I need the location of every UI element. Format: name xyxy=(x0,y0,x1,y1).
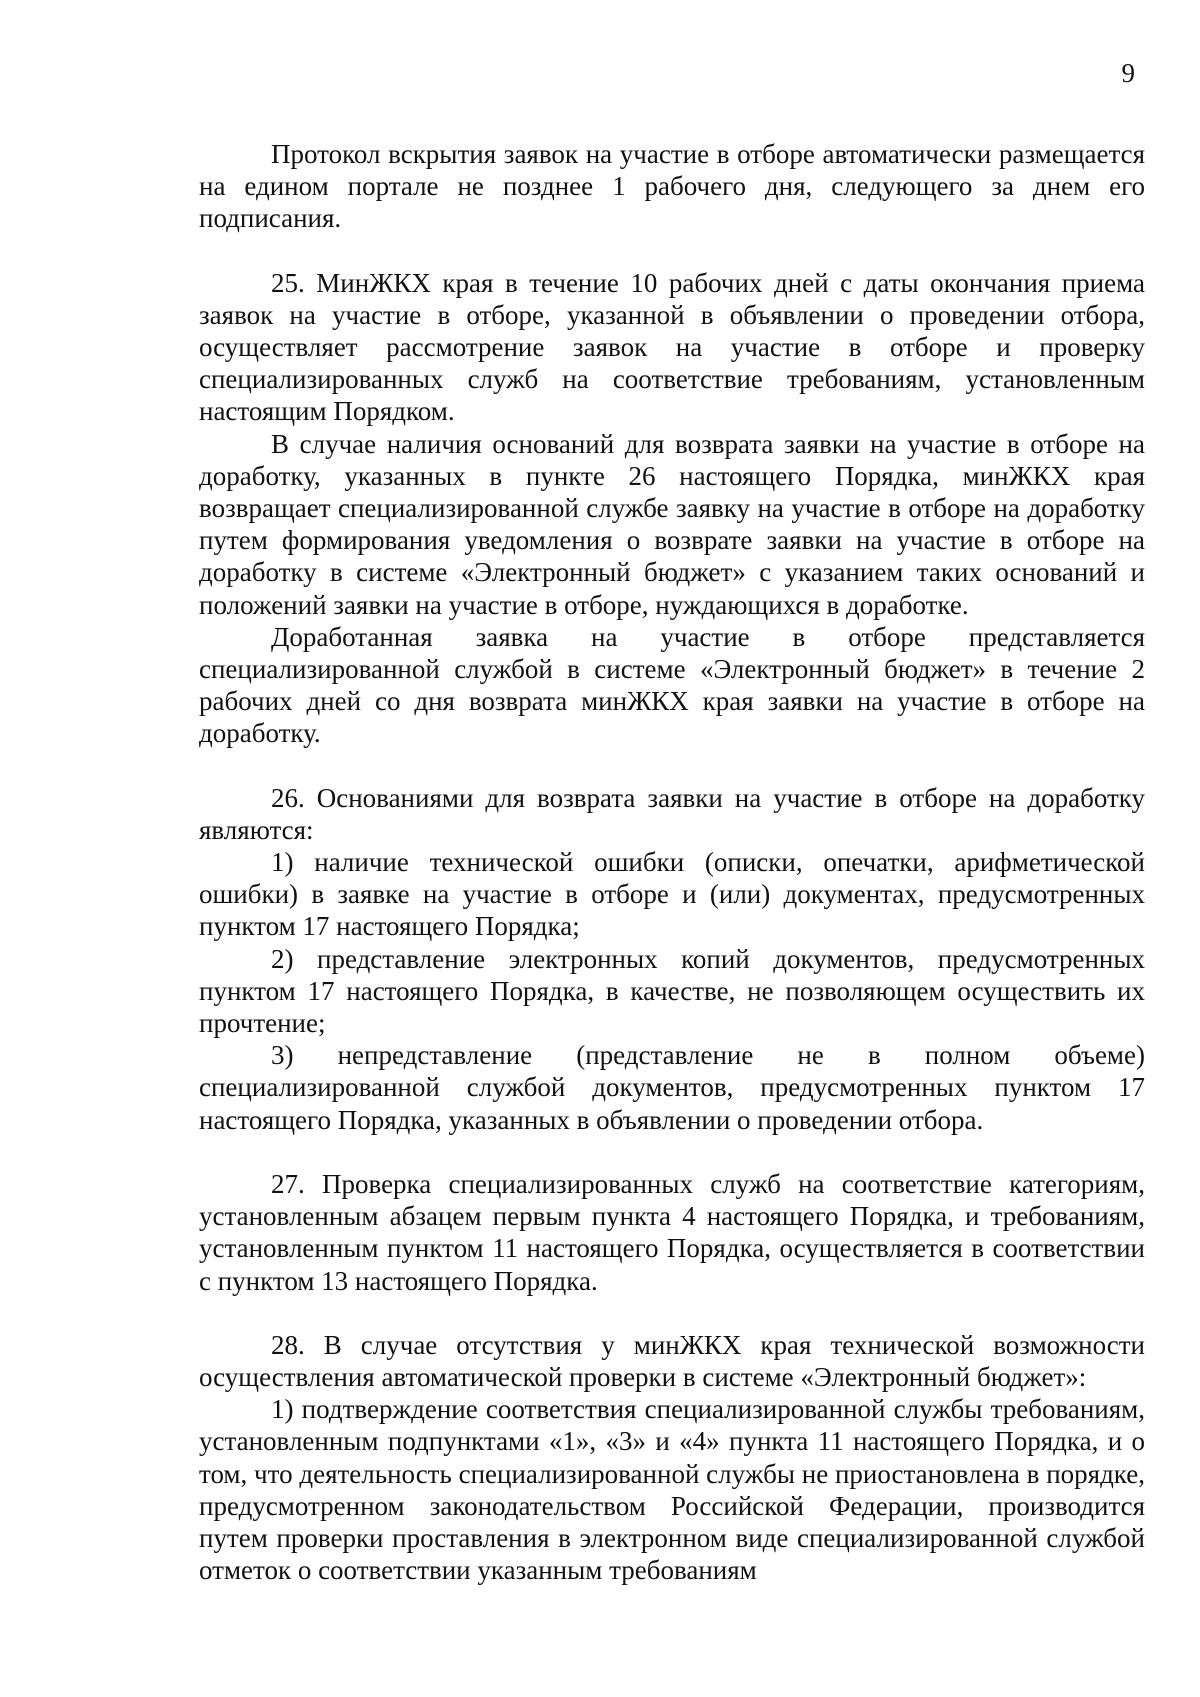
paragraph-item-26: 26. Основаниями для возврата заявки на участие в отборе на доработку являются: xyxy=(199,782,1145,845)
paragraph-item-26-2: 2) представление электронных копий документов, предусмотренных пунктом 17 настоящего Порядка, в качестве, не позволяющем осуществить их прочтение; xyxy=(199,943,1145,1039)
paragraph-item-25: 25. МинЖКХ края в течение 10 рабочих дней с даты окончания приема заявок на участие в отборе, указанной в объявлении о проведении отбора, осуществляет рассмотрение заявок на участие в отборе и проверку специализированных служб на соответствие требованиям, установленным настоящим Порядком. xyxy=(199,267,1145,427)
document-body xyxy=(199,138,1145,1586)
paragraph-item-25-revised: Доработанная заявка на участие в отборе представляется специализированной службой в системе «Электронный бюджет» в течение 2 рабочих дней со дня возврата минЖКХ края заявки на участие в отборе на доработку. xyxy=(199,621,1145,749)
paragraph-item-28: 28. В случае отсутствия у минЖКХ края технической возможности осуществления автоматической проверки в системе «Электронный бюджет»: xyxy=(199,1329,1145,1392)
page-number: 9 xyxy=(1121,58,1135,88)
paragraph-item-26-1: 1) наличие технической ошибки (описки, опечатки, арифметической ошибки) в заявке на участие в отборе и (или) документах, предусмотренных пунктом 17 настоящего Порядка; xyxy=(199,847,1145,942)
paragraph-item-26-3: 3) непредставление (представление не в полном объеме) специализированной службой документов, предусмотренных пунктом 17 настоящего Порядка, указанных в объявлении о проведении отбора. xyxy=(199,1040,1145,1135)
paragraph-protocol: Протокол вскрытия заявок на участие в отборе автоматически размещается на едином портале не позднее 1 рабочего дня, следующего за днем его подписания. xyxy=(199,139,1145,234)
paragraph-item-27: 27. Проверка специализированных служб на соответствие категориям, установленным абзацем первым пункта 4 настоящего Порядка, и требованиям, установленным пунктом 11 настоящего Порядка, осуществляется в соответствии с пунктом 13 настоящего Порядка. xyxy=(199,1168,1145,1296)
paragraph-item-25-return: В случае наличия оснований для возврата заявки на участие в отборе на доработку, указанных в пункте 26 настоящего Порядка, минЖКХ края возвращает специализированной службе заявку на участие в отборе на доработку путем формирования уведомления о возврате заявки на участие в отборе на доработку в системе «Электронный бюджет» с указанием таких оснований и положений заявки на участие в отборе, нуждающихся в доработке. xyxy=(199,428,1145,620)
paragraph-item-28-1: 1) подтверждение соответствия специализированной службы требованиям, установленным подпунктами «1», «3» и «4» пункта 11 настоящего Порядка, и о том, что деятельность специализированной службы не приостановлена в порядке, предусмотренном законодательством Российской Федерации, производится путем проверки проставления в электронном виде специализированной службой отметок о соответствии указанным требованиям xyxy=(199,1394,1145,1586)
